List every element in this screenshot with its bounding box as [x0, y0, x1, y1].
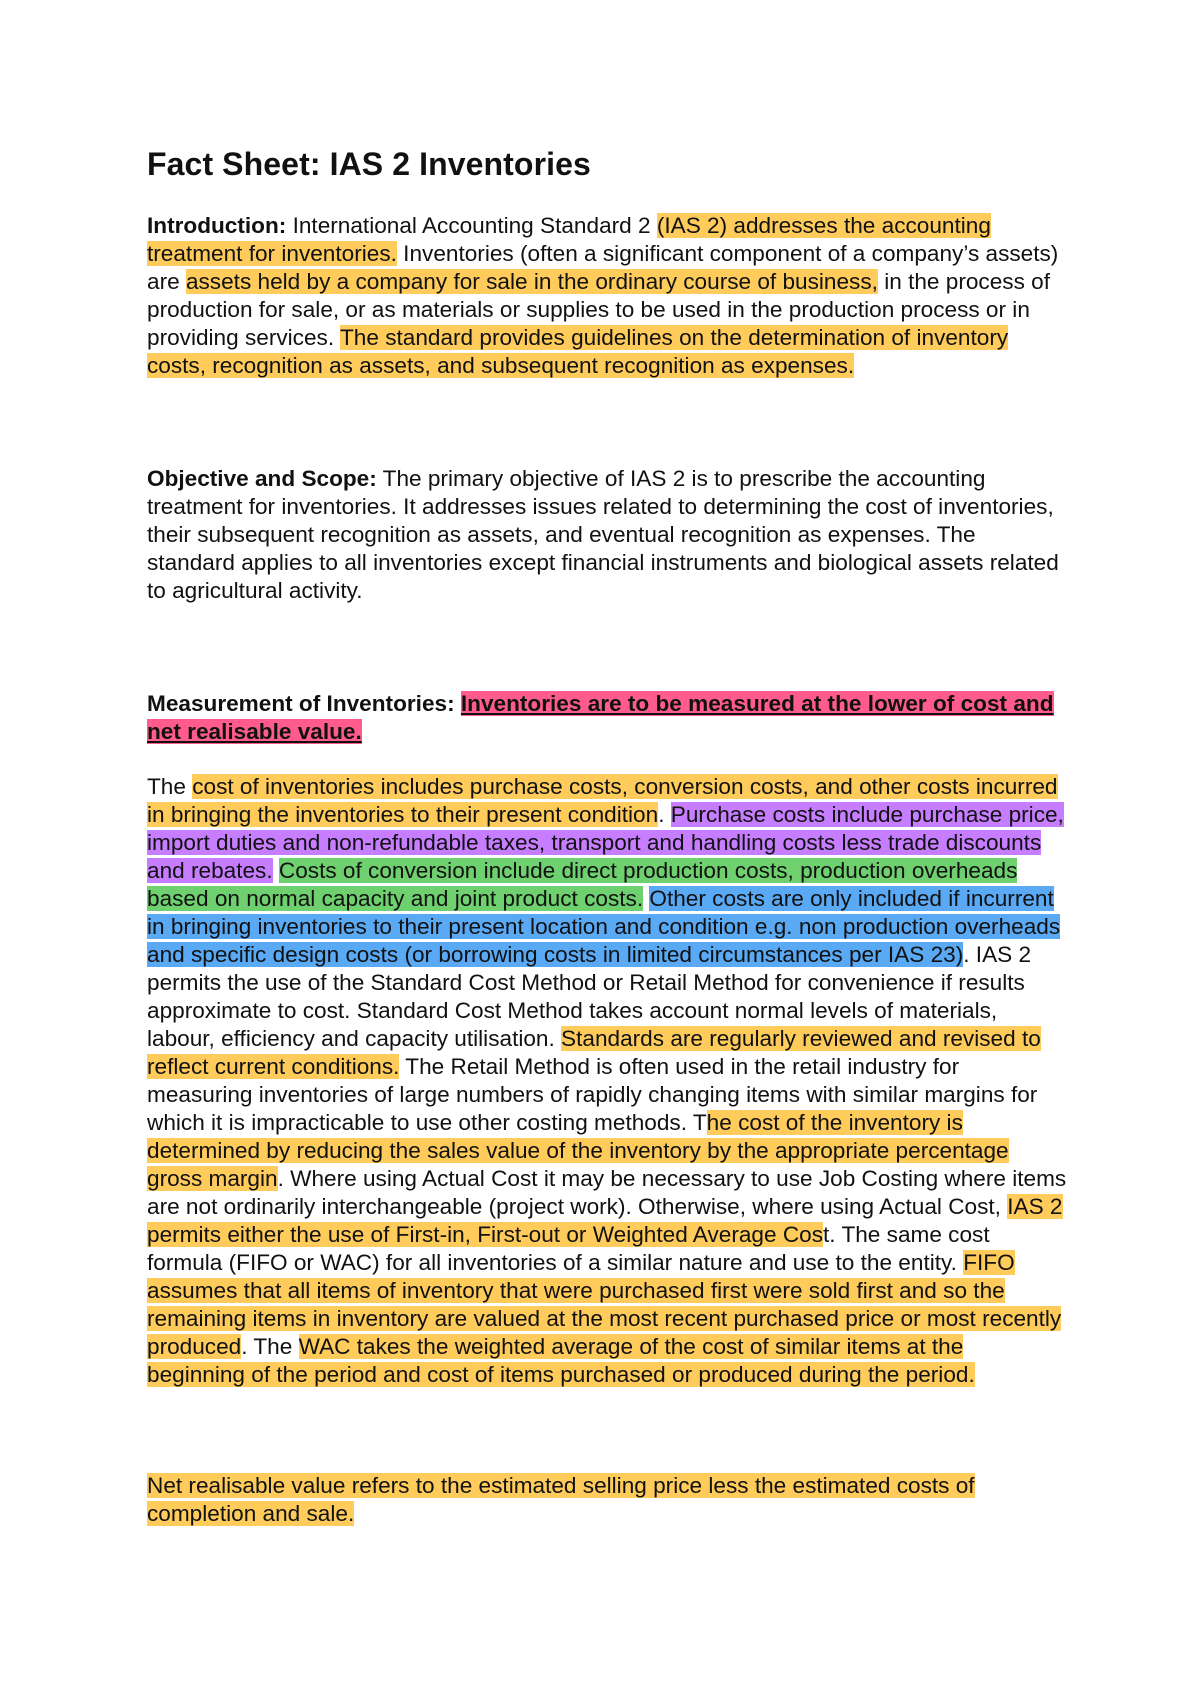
cost-text: t. The same cost formula (FIFO or WAC) for all inventories of a similar nature and use to the entity. [147, 1222, 990, 1275]
cost-text: . The [241, 1334, 299, 1359]
highlight-yellow: (IAS 2) addresses the accounting treatment for inventories. [147, 213, 991, 266]
measurement-label: Measurement of Inventories: [147, 691, 455, 716]
cost-paragraph [147, 773, 1067, 1389]
objective-text: The primary objective of IAS 2 is to prescribe the accounting treatment for inventories. It addresses issues related to determining the cost of inventories, their subsequent recognition as assets, and eventual recognition as expenses. The standard applies to all inventories except financial instruments and biological assets related to agricultural activity. [147, 466, 1059, 603]
highlight-yellow: Net realisable value refers to the estimated selling price less the estimated costs of completion and sale. [147, 1473, 975, 1526]
introduction-paragraph [147, 212, 1067, 380]
cost-text: . Where using Actual Cost it may be necessary to use Job Costing where items are not ordinarily interchangeable (project work). Otherwise, where using Actual Cost, [147, 1166, 1067, 1219]
measurement-paragraph [147, 690, 1067, 746]
highlight-yellow: he cost of the inventory is determined by reducing the sales value of the inventory by the appropriate percentage gross margin [147, 1110, 1009, 1191]
introduction-text: Inventories (often a significant component of a company’s assets) are [147, 241, 1059, 294]
introduction-label: Introduction: [147, 213, 287, 238]
highlight-yellow: The standard provides guidelines on the determination of inventory costs, recognition as assets, and subsequent recognition as expenses. [147, 325, 1009, 378]
cost-text: The [147, 774, 193, 799]
cost-text: . [658, 802, 671, 827]
highlight-yellow: cost of inventories includes purchase costs, conversion costs, and other costs incurred in bringing the inventories to their present condition [147, 774, 1058, 827]
cost-text [273, 858, 279, 883]
objective-paragraph [147, 465, 1067, 605]
highlight-yellow: FIFO assumes that all items of inventory that were purchased first were sold first and so the remaining items in inventory are valued at the most recent purchased price or most recently produced [147, 1250, 1062, 1359]
page-title: Fact Sheet: IAS 2 Inventories [147, 146, 591, 182]
nrv-paragraph [147, 1472, 1067, 1528]
highlight-yellow: Standards are regularly reviewed and revised to reflect current conditions. [147, 1026, 1041, 1079]
highlight-yellow: assets held by a company for sale in the ordinary course of business, [185, 269, 878, 294]
highlight-yellow: WAC takes the weighted average of the cost of similar items at the beginning of the period and cost of items purchased or produced during the period. [147, 1334, 975, 1387]
highlight-blue: Other costs are only included if incurrent in bringing inventories to their present location and condition e.g. non production overheads and specific design costs (or borrowing costs in limited circumstances per IAS 23) [147, 886, 1061, 967]
cost-text: . IAS 2 permits the use of the Standard Cost Method or Retail Method for convenience if results approximate to cost. Standard Cost Method takes account normal levels of materials, labour, efficiency and capacity utilisation. [147, 942, 1032, 1051]
introduction-text: International Accounting Standard 2 [286, 213, 657, 238]
introduction-text: in the process of production for sale, or as materials or supplies to be used in the production process or in providing services. [147, 269, 1050, 350]
highlight-purple: Purchase costs include purchase price, import duties and non-refundable taxes, transport and handling costs less trade discounts and rebates. [147, 802, 1064, 883]
cost-text: The Retail Method is often used in the retail industry for measuring inventories of large numbers of rapidly changing items with similar margins for which it is impracticable to use other costing methods. T [147, 1054, 1038, 1135]
highlight-green: Costs of conversion include direct production costs, production overheads based on normal capacity and joint product costs. [147, 858, 1018, 911]
objective-label: Objective and Scope: [147, 466, 377, 491]
highlight-yellow: IAS 2 permits either the use of First-in, First-out or Weighted Average Cos [147, 1194, 1063, 1247]
highlight-pink: Inventories are to be measured at the lower of cost and net realisable value. [147, 691, 1054, 744]
